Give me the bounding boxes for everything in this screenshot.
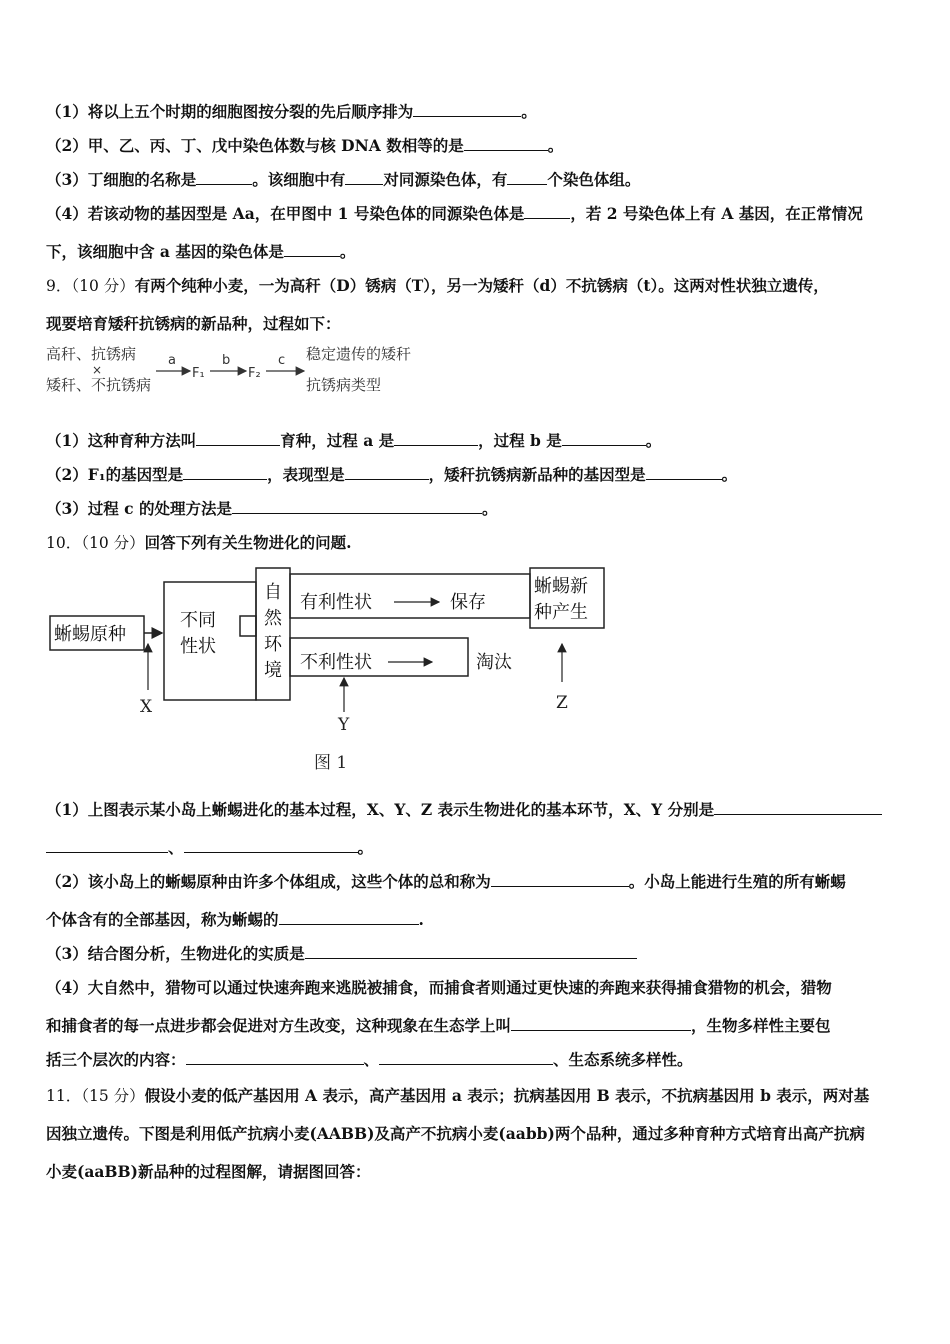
q10-part4-cont: 和捕食者的每一点进步都会促进对方生改变，这种现象在生态学上叫 ，生物多样性主要包 — [46, 1016, 831, 1035]
answer-blank[interactable] — [394, 430, 478, 446]
answer-blank[interactable] — [464, 135, 548, 151]
evolution-diagram — [44, 564, 614, 776]
answer-blank[interactable] — [379, 1049, 553, 1065]
bad-trait-label: 不利性状 — [300, 652, 372, 673]
q8-part3: （3）丁细胞的名称是 。该细胞中有 对同源染色体，有 个染色体组。 — [46, 170, 641, 189]
cross-symbol: × — [92, 363, 103, 377]
parent-1: 高秆、抗锈病 — [46, 345, 137, 363]
connector-box — [240, 616, 256, 636]
q8-part1: （1）将以上五个时期的细胞图按分裂的先后顺序排为 。 — [46, 102, 537, 121]
answer-blank[interactable] — [345, 464, 429, 480]
step-a: a — [168, 353, 176, 368]
answer-blank[interactable] — [413, 101, 521, 117]
answer-blank[interactable] — [507, 169, 547, 185]
q10-part2: （2）该小岛上的蜥蜴原种由许多个体组成，这些个体的总和称为 。小岛上能进行生殖的所有蜥蜴 — [46, 872, 846, 891]
q10-part4-cont2: 括三个层次的内容： 、 、生态系统多样性。 — [46, 1050, 693, 1069]
q9-part2: （2）F₁的基因型是 ，表现型是 ，矮秆抗锈病新品种的基因型是 。 — [46, 465, 738, 484]
traits-line1: 不同 — [180, 610, 216, 631]
q8-part4: （4）若该动物的基因型是 Aa，在甲图中 1 号染色体的同源染色体是 ，若 2 号染色体上有 A 基因，在正常情况 — [46, 204, 863, 223]
f1-label: F₁ — [192, 366, 205, 381]
step-b: b — [222, 353, 231, 368]
env-char3: 环 — [264, 634, 282, 655]
answer-blank[interactable] — [186, 1049, 364, 1065]
q11-stem-cont2: 小麦(aaBB)新品种的过程图解，请据图回答： — [46, 1162, 371, 1181]
q10-part2-cont: 个体含有的全部基因，称为蜥蜴的 . — [46, 910, 424, 929]
q11-stem-cont: 因独立遗传。下图是利用低产抗病小麦(AABB)及高产不抗病小麦(aabb)两个品种，通过多种育种方式培育出高产抗病 — [46, 1124, 865, 1143]
q8-part2: （2）甲、乙、丙、丁、戊中染色体数与核 DNA 数相等的是 。 — [46, 136, 564, 155]
eliminate-label: 淘汰 — [476, 652, 512, 673]
answer-blank[interactable] — [184, 837, 358, 853]
answer-blank[interactable] — [714, 799, 882, 815]
q9-stem: 9．（10 分）有两个纯种小麦，一为高秆（D）锈病（T），另一为矮秆（d）不抗锈病（t）。这两对性状独立遗传， — [46, 276, 829, 295]
env-char2: 然 — [264, 608, 282, 629]
answer-blank[interactable] — [345, 169, 383, 185]
q8-part4-cont: 下，该细胞中含 a 基因的染色体是 。 — [46, 242, 356, 261]
y-label: Y — [338, 715, 350, 735]
answer-blank[interactable] — [305, 943, 637, 959]
q11-stem: 11．（15 分）假设小麦的低产基因用 A 表示，高产基因用 a 表示；抗病基因用 B 表示，不抗病基因用 b 表示，两对基 — [46, 1086, 870, 1105]
answer-blank[interactable] — [279, 909, 419, 925]
q10-part1: （1）上图表示某小岛上蜥蜴进化的基本过程，X、Y、Z 表示生物进化的基本环节，X、Y 分别是 — [46, 799, 906, 821]
keep-label: 保存 — [450, 592, 486, 613]
q9-stem-cont: 现要培育矮秆抗锈病的新品种，过程如下： — [46, 314, 341, 333]
figure-caption: 图 1 — [314, 753, 348, 773]
new-species-line2: 种产生 — [534, 602, 588, 623]
result-line2: 抗锈病类型 — [306, 376, 382, 394]
answer-blank[interactable] — [491, 871, 629, 887]
step-c: c — [278, 353, 286, 368]
env-char1: 自 — [264, 582, 282, 603]
q10-part3: （3）结合图分析，生物进化的实质是 — [46, 943, 906, 965]
q9-part1: （1）这种育种方法叫 育种，过程 a 是 ，过程 b 是 。 — [46, 431, 662, 450]
answer-blank[interactable] — [646, 464, 722, 480]
parent-2: 矮秆、不抗锈病 — [46, 376, 152, 394]
answer-blank[interactable] — [562, 430, 646, 446]
q10-part1-cont: 、 。 — [46, 837, 906, 859]
answer-blank[interactable] — [46, 837, 168, 853]
z-label: Z — [556, 693, 568, 713]
x-label: X — [140, 697, 153, 717]
q10-stem: 10．（10 分）回答下列有关生物进化的问题. — [46, 533, 352, 552]
result-line1: 稳定遗传的矮秆 — [306, 345, 412, 363]
good-trait-label: 有利性状 — [300, 592, 372, 613]
origin-label: 蜥蜴原种 — [54, 624, 126, 645]
answer-blank[interactable] — [284, 241, 340, 257]
env-char4: 境 — [264, 660, 282, 681]
answer-blank[interactable] — [232, 498, 482, 514]
traits-line2: 性状 — [180, 636, 216, 657]
answer-blank[interactable] — [183, 464, 267, 480]
q9-part3: （3）过程 c 的处理方法是 。 — [46, 499, 498, 518]
answer-blank[interactable] — [511, 1015, 691, 1031]
breeding-process-diagram — [44, 340, 444, 402]
answer-blank[interactable] — [524, 203, 570, 219]
q10-part4: （4）大自然中，猎物可以通过快速奔跑来逃脱被捕食，而捕食者则通过更快速的奔跑来获得捕食猎物的机会，猎物 — [46, 978, 832, 997]
answer-blank[interactable] — [196, 169, 252, 185]
answer-blank[interactable] — [196, 430, 280, 446]
new-species-line1: 蜥蜴新 — [534, 576, 588, 597]
f2-label: F₂ — [248, 366, 261, 381]
